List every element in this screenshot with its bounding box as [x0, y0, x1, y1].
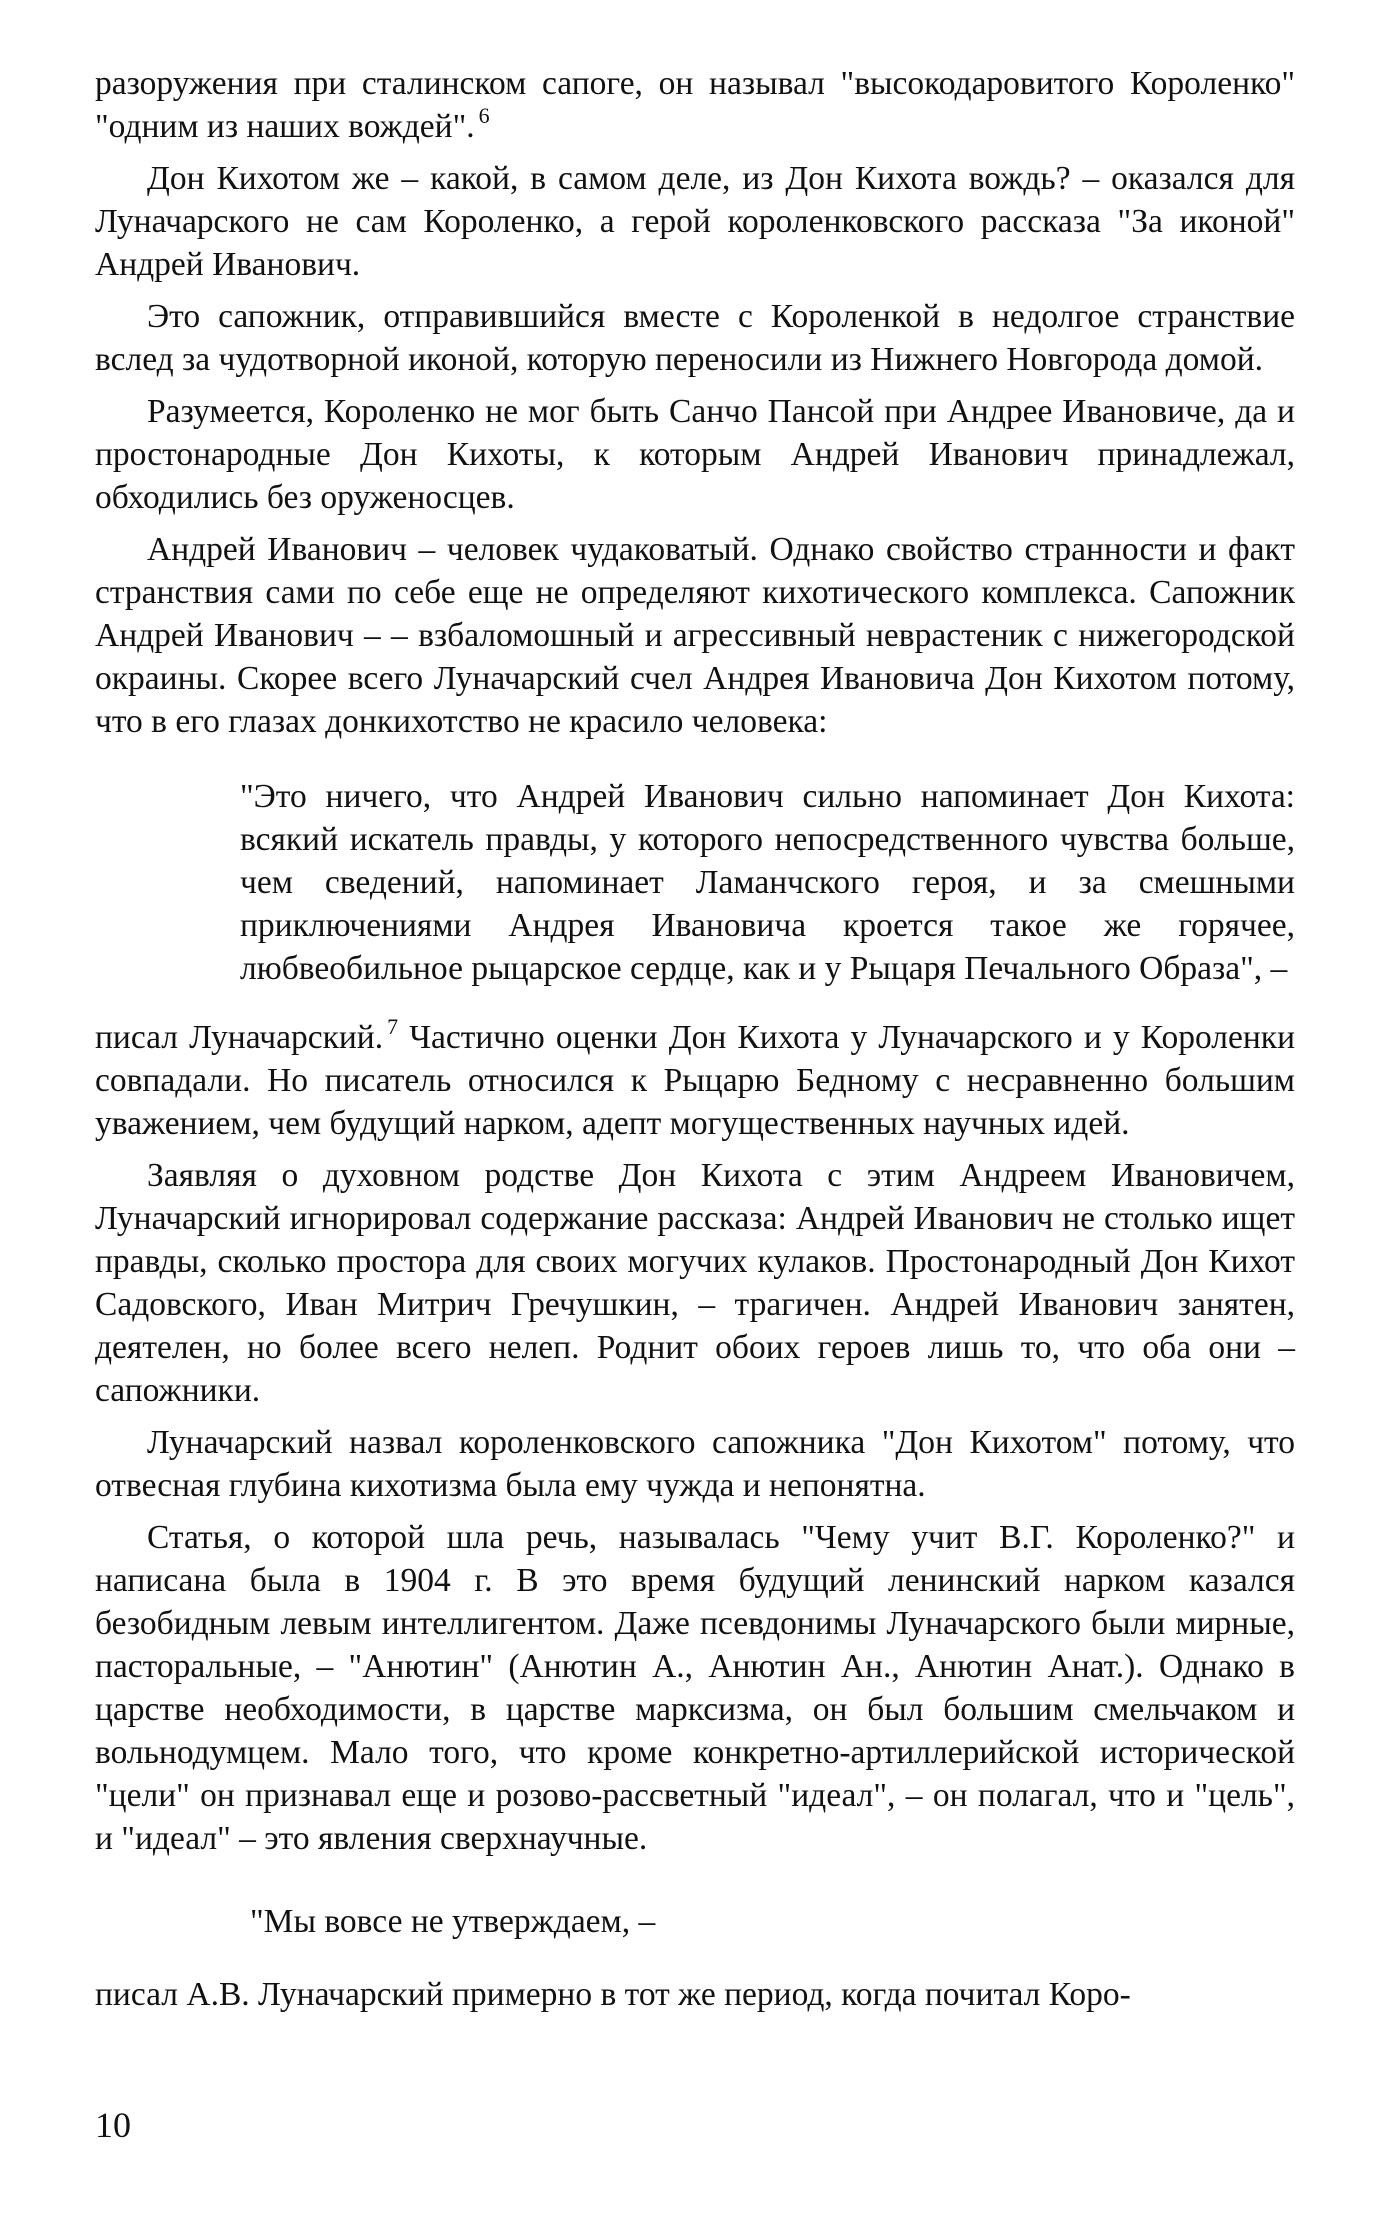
paragraph: Дон Кихотом же – какой, в самом деле, из Дон Кихота вождь? – оказался для Луначарского не сам Короленко, а герой короленковского рассказа "За иконой" Андрей Иванович.: [95, 160, 1295, 283]
paragraph: разоружения при сталинском сапоге, он называл "высокодаровитого Короленко" "одним из наших вождей". $^6$: [95, 65, 1295, 145]
block-quote: "Мы вовсе не утверждаем, –: [250, 1903, 656, 1940]
footnote-ref: 7: [387, 1014, 399, 1039]
paragraph: Статья, о которой шла речь, называлась "Чему учит В.Г. Короленко?" и написана была в 1904 г. В это время будущий ленинский нарком казался безобидным левым интеллигентом. Даже псевдонимы Луначарского были мирные, пасторальные, – "Анютин" (Анютин А., Анютин Ан., Анютин Анат.). Однако в царстве необходимости, в царстве марксизма, он был большим смельчаком и вольнодумцем. Мало того, что кроме конкретно-артиллерийской исторической "цели" он признавал еще и розово-рассветный "идеал", – он полагал, что и "цель", и "идеал" – это явления сверхнаучные.: [95, 1519, 1295, 1857]
paragraph: писал Луначарский. $^7$ Частично оценки Дон Кихота у Луначарского и у Короленки совпадали. Но писатель относился к Рыцарю Бедному с несравненно большим уважением, чем будущий нарком, адепт могущественных научных идей.: [95, 1014, 1295, 1142]
page-number: 10: [95, 2105, 131, 2145]
block-quote: "Это ничего, что Андрей Иванович сильно напоминает Дон Кихота: всякий искатель правды, у которого непосредственного чувства больше, чем сведений, напоминает Ламанчского героя, и за смешными приключениями Андрея Ивановича кроется такое же горячее, любвеобильное рыцарское сердце, как и у Рыцаря Печального Образа", –: [240, 778, 1295, 987]
body-text: [95, 62, 1295, 2025]
paragraph: Заявляя о духовном родстве Дон Кихота с этим Андреем Ивановичем, Луначарский игнорировал содержание рассказа: Андрей Иванович не столько ищет правды, сколько простора для своих могучих кулаков. Простонародный Дон Кихот Садовского, Иван Митрич Гречушкин, – трагичен. Андрей Иванович занятен, деятелен, но более всего нелеп. Роднит обоих героев лишь то, что оба они – сапожники.: [95, 1157, 1295, 1409]
paragraph: Разумеется, Короленко не мог быть Санчо Пансой при Андрее Ивановиче, да и простонародные Дон Кихоты, к которым Андрей Иванович принадлежал, обходились без оруженосцев.: [95, 393, 1295, 516]
paragraph: писал А.В. Луначарский примерно в тот же период, когда почитал Коро-: [95, 1976, 1131, 2013]
paragraph: Это сапожник, отправившийся вместе с Короленкой в недолгое странствие вслед за чудотворной иконой, которую переносили из Нижнего Новгорода домой.: [95, 298, 1295, 378]
paragraph: Андрей Иванович – человек чудаковатый. Однако свойство странности и факт странствия сами по себе еще не определяют кихотического комплекса. Сапожник Андрей Иванович – – взбаломошный и агрессивный неврастеник с нижегородской окраины. Скорее всего Луначарский счел Андрея Ивановича Дон Кихотом потому, что в его глазах донкихотство не красило человека:: [95, 531, 1295, 740]
footnote-ref: 6: [478, 103, 490, 128]
paragraph: Луначарский назвал короленковского сапожника "Дон Кихотом" потому, что отвесная глубина кихотизма была ему чужда и непонятна.: [95, 1424, 1295, 1504]
